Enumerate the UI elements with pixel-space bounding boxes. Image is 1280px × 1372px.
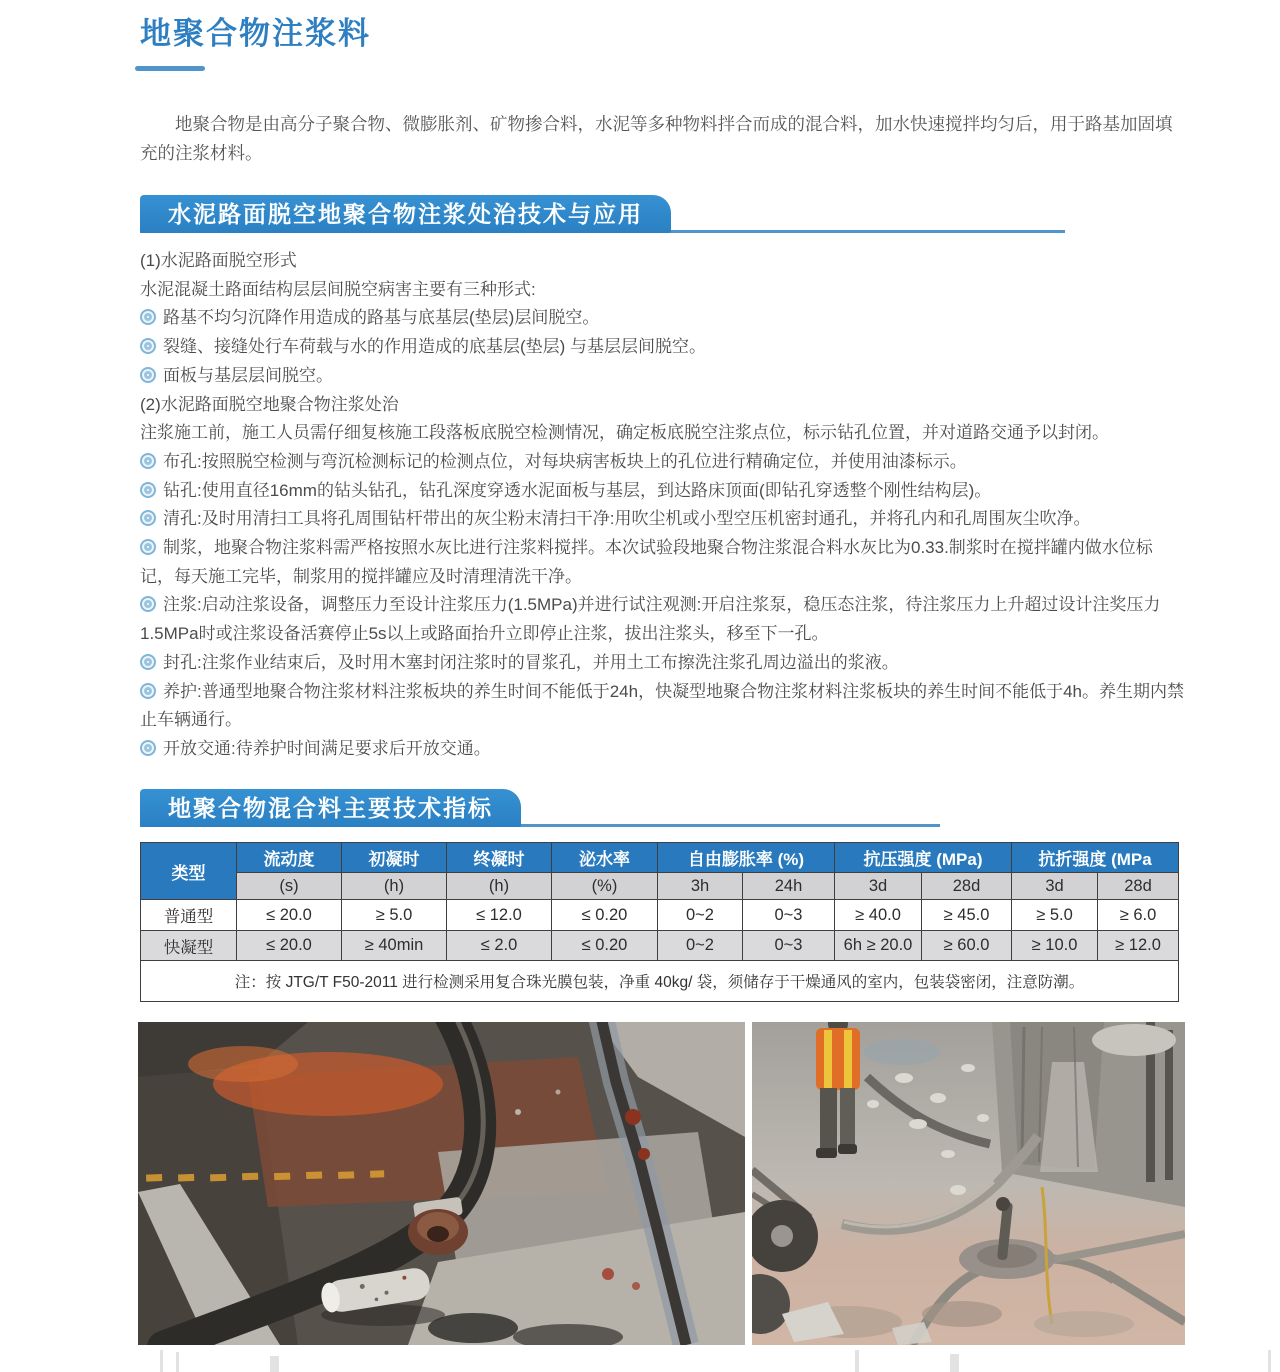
table-cell: ≤ 0.20 [552,900,658,931]
page-edge-mark [1268,1350,1271,1372]
bullseye-bullet-icon [140,510,156,526]
table-unit: (%) [552,873,658,900]
paragraph: (1)水泥路面脱空形式 [140,251,297,270]
bullet-text: 裂缝、接缝处行车荷载与水的作用造成的底基层(垫层) 与基层层间脱空。 [163,337,707,357]
bullet-item [140,477,1185,506]
bullseye-bullet-icon [140,309,156,325]
bullet-text: 清孔:及时用清扫工具将孔周围钻杆带出的灰尘粉末清扫干净:用吹尘机或小型空压机密封通孔，并将孔内和孔周围灰尘吹净。 [163,509,1091,529]
table-header: 流动度 [237,843,342,873]
bullseye-bullet-icon [140,539,156,555]
bullet-item [140,362,1185,391]
table-cell: 0~3 [743,931,835,961]
paragraph: 注浆施工前，施工人员需仔细复核施工段落板底脱空检测情况，确定板底脱空注浆点位，标示钻孔位置，并对道路交通予以封闭。 [140,423,1109,443]
bullet-text: 开放交通:待养护时间满足要求后开放交通。 [163,738,491,758]
paragraph: 水泥混凝土路面结构层层间脱空病害主要有三种形式: [140,279,536,299]
bullseye-bullet-icon [140,453,156,469]
table-cell: 0~2 [658,931,743,961]
bullet-text: 钻孔:使用直径16mm的钻头钻孔，钻孔深度穿透水泥面板与基层，到达路床顶面(即钻孔穿透整个刚性结构层)。 [163,480,992,500]
bullet-text: 封孔:注浆作业结束后，及时用木塞封闭注浆时的冒浆孔，并用土工布擦洗注浆孔周边溢出的浆液。 [163,652,899,672]
table-header: 初凝时 [342,843,447,873]
section2-banner: 地聚合物混合料主要技术指标 [140,789,521,827]
table-unit: 3h [658,873,743,900]
bullet-text: 面板与基层层间脱空。 [163,365,333,385]
section1-body [140,247,1185,764]
photo-grouting-hose-on-pavement [138,1022,745,1345]
table-unit: 3d [835,873,922,900]
table-note: 注：按 JTG/T F50-2011 进行检测采用复合珠光膜包装，净重 40kg/ 袋，须储存于干燥通风的室内，包装袋密闭，注意防潮。 [141,961,1179,1002]
table-cell: ≥ 5.0 [1012,900,1098,931]
table-cell: ≤ 20.0 [237,931,342,961]
page-edge-mark [160,1350,163,1372]
table-header-group: 自由膨胀率 (%) [658,843,835,873]
section1-banner: 水泥路面脱空地聚合物注浆处治技术与应用 [140,195,671,233]
table-cell: 6h ≥ 20.0 [835,931,922,961]
table-cell: ≤ 2.0 [447,931,552,961]
title-underline [135,66,205,71]
table-unit: (s) [237,873,342,900]
bullseye-bullet-icon [140,740,156,756]
page-edge-mark [855,1350,859,1372]
table-header-type: 类型 [141,843,237,900]
table-cell: ≥ 10.0 [1012,931,1098,961]
bullseye-bullet-icon [140,338,156,354]
row-label: 快凝型 [141,931,237,961]
spec-table [140,842,1179,1002]
table-cell: ≥ 12.0 [1098,931,1179,961]
bullseye-bullet-icon [140,482,156,498]
page-edge-mark [950,1354,959,1372]
bullet-item [140,678,1185,735]
bullseye-bullet-icon [140,683,156,699]
page-edge-mark [270,1356,279,1372]
table-unit: (h) [342,873,447,900]
table-cell: ≥ 40.0 [835,900,922,931]
bullet-item [140,448,1185,477]
table-unit: 28d [1098,873,1179,900]
page-edge-mark [176,1352,179,1372]
bullseye-bullet-icon [140,654,156,670]
bullet-item [140,333,1185,362]
bullet-item [140,735,1185,764]
table-cell: 0~2 [658,900,743,931]
table-unit: (h) [447,873,552,900]
photo-grouting-worksite [752,1022,1185,1345]
bullet-text: 制浆，地聚合物注浆料需严格按照水灰比进行注浆料搅拌。本次试验段地聚合物注浆混合料水灰比为0.33.制浆时在搅拌罐内做水位标记，每天施工完毕，制浆用的搅拌罐应及时清理清洗干净。 [140,538,1153,586]
table-header: 泌水率 [552,843,658,873]
bullet-text: 养护:普通型地聚合物注浆材料注浆板块的养生时间不能低于24h，快凝型地聚合物注浆材料注浆板块的养生时间不能低于4h。养生期内禁止车辆通行。 [140,681,1184,730]
table-unit: 28d [922,873,1012,900]
intro-paragraph: 地聚合物是由高分子聚合物、微膨胀剂、矿物掺合料，水泥等多种物料拌合而成的混合料，加水快速搅拌均匀后，用于路基加固填充的注浆材料。 [140,114,1173,163]
table-cell: ≤ 12.0 [447,900,552,931]
bullet-item [140,534,1185,591]
bullet-text: 路基不均匀沉降作用造成的路基与底基层(垫层)层间脱空。 [163,308,600,328]
table-cell: ≤ 0.20 [552,931,658,961]
bullseye-bullet-icon [140,367,156,383]
table-cell: ≤ 20.0 [237,900,342,931]
bullet-item [140,649,1185,678]
table-header: 终凝时 [447,843,552,873]
table-unit: 24h [743,873,835,900]
bullet-item [140,304,1185,333]
table-cell: 0~3 [743,900,835,931]
bullseye-bullet-icon [140,596,156,612]
row-label: 普通型 [141,900,237,931]
table-cell: ≥ 5.0 [342,900,447,931]
page-title: 地聚合物注浆料 [140,16,371,51]
paragraph: (2)水泥路面脱空地聚合物注浆处治 [140,394,399,414]
table-unit: 3d [1012,873,1098,900]
bullet-item [140,591,1185,648]
table-header-group: 抗压强度 (MPa) [835,843,1012,873]
table-header-group: 抗折强度 (MPa [1012,843,1179,873]
bullet-text: 布孔:按照脱空检测与弯沉检测标记的检测点位，对每块病害板块上的孔位进行精确定位，并使用油漆标示。 [163,451,967,471]
table-cell: ≥ 6.0 [1098,900,1179,931]
table-cell: ≥ 60.0 [922,931,1012,961]
table-cell: ≥ 45.0 [922,900,1012,931]
bullet-item [140,505,1185,534]
table-cell: ≥ 40min [342,931,447,961]
bullet-text: 注浆:启动注浆设备，调整压力至设计注浆压力(1.5MPa)并进行试注观测:开启注浆泵，稳压态注浆，待注浆压力上升超过设计注奖压力1.5MPa时或注浆设备活赛停止5s以上或路面抬升立即停止注浆，拔出注浆头，移至下一孔。 [140,595,1161,644]
